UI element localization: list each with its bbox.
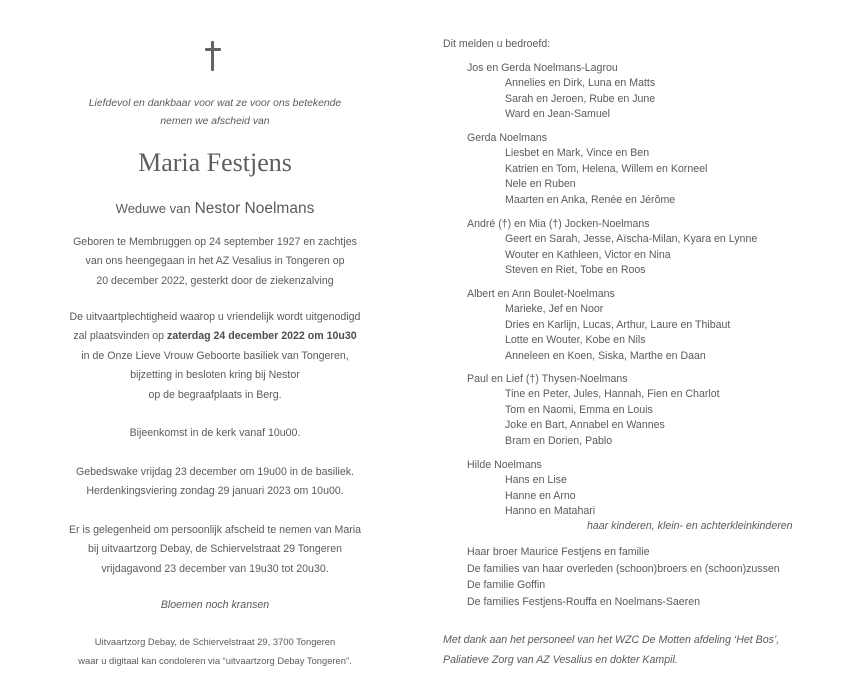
cross-icon [203,41,223,71]
spouse-name: Nestor Noelmans [194,200,315,217]
deceased-name: Maria Festjens [138,148,292,177]
group-head: André (†) en Mia (†) Jocken-Noelmans [467,218,650,230]
text-line: De families Festjens-Rouffa en Noelmans-Saeren [467,595,700,608]
member-line: Hanne en Arno [505,489,576,502]
funeral-datetime: zaterdag 24 december 2022 om 10u30 [167,330,357,343]
text-line: Uitvaartzorg Debay, de Schiervelstraat 29, 3700 Tongeren [94,636,336,647]
intro-text [40,95,390,131]
member-line: Annelies en Dirk, Luna en Matts [505,77,656,90]
member-line: Hanno en Matahari [505,505,596,518]
group-head: Gerda Noelmans [467,132,548,144]
text-line: De uitvaartplechtigheid waarop u vriendelijk wordt uitgenodigd [69,311,361,323]
text-line: Met dank aan het personeel van het WZC De Motten afdeling ‘Het Bos’, [443,634,780,646]
member-line: Wouter en Kathleen, Victor en Nina [505,248,671,261]
text-line: op de begraafplaats in Berg. [148,388,282,401]
text-line: vrijdagavond 23 december van 19u30 tot 20u30. [101,562,329,575]
gathering-text: Bijeenkomst in de kerk vanaf 10u00. [129,427,301,439]
group-head: Paul en Lief (†) Thysen-Noelmans [467,373,628,385]
member-line: Tine en Peter, Jules, Hannah, Fien en Charlot [505,388,720,401]
widow-prefix: Weduwe van [115,201,191,216]
member-line: Tom en Naomi, Emma en Louis [505,403,653,416]
member-line: Marieke, Jef en Noor [505,303,604,316]
member-line: Joke en Bart, Annabel en Wannes [505,419,665,432]
vigil-paragraph [40,463,390,502]
announcement-heading: Dit melden u bedroefd: [443,38,551,50]
footer-paragraph [40,632,390,670]
text-span: zal plaatsvinden op [73,330,168,343]
family-group [467,458,595,520]
family-group [467,287,730,364]
group-head: Hilde Noelmans [467,459,542,471]
text-line: De families van haar overleden (schoon)broers en (schoon)zussen [467,562,780,575]
text-line: Herdenkingsviering zondag 29 januari 2023 om 10u00. [86,485,344,498]
text-line: bij uitvaartzorg Debay, de Schiervelstraat 29 Tongeren [87,543,342,556]
thanks-note [443,630,779,670]
group-head: Albert en Ann Boulet-Noelmans [467,288,615,300]
text-line: Haar broer Maurice Festjens en familie [467,546,650,558]
other-relatives [467,544,780,610]
text-line: bijzetting in besloten kring bij Nestor [130,369,300,382]
text-line: Geboren te Membruggen op 24 september 1927 en zachtjes [73,236,357,248]
family-group [467,372,720,449]
text-line [40,327,390,346]
text-line: 20 december 2022, gesterkt door de ziekenzalving [96,274,334,287]
text-line: De familie Goffin [467,579,546,592]
member-line: Geert en Sarah, Jesse, Aïscha-Milan, Kyara en Lynne [505,233,758,246]
intro-line: Liefdevol en dankbaar voor wat ze voor ons betekende [88,98,342,109]
text-line: Gebedswake vrijdag 23 december om 19u00 in de basiliek. [76,466,354,478]
widow-line [40,200,390,218]
signoff-text: haar kinderen, klein- en achterkleinkinderen [587,520,793,532]
group-head: Jos en Gerda Noelmans-Lagrou [467,62,618,74]
member-line: Bram en Dorien, Pablo [505,434,613,447]
member-line: Lotte en Wouter, Kobe en Nils [505,334,646,347]
text-line: Er is gelegenheid om persoonlijk afscheid te nemen van Maria [68,524,362,536]
member-line: Ward en Jean-Samuel [505,108,611,121]
member-line: Katrien en Tom, Helena, Willem en Korneel [505,162,708,175]
family-group [467,61,655,123]
member-line: Anneleen en Koen, Siska, Marthe en Daan [505,349,706,362]
member-line: Steven en Riet, Tobe en Roos [505,264,646,277]
farewell-paragraph [40,521,390,579]
member-line: Hans en Lise [505,474,567,487]
text-line: Paliatieve Zorg van AZ Vesalius en dokter Kampil. [443,654,678,666]
text-line: in de Onze Lieve Vrouw Geboorte basiliek van Tongeren, [81,349,349,362]
flowers-note: Bloemen noch kransen [160,599,270,611]
birth-paragraph [40,233,390,291]
family-group [467,217,757,279]
member-line: Maarten en Anka, Renée en Jérôme [505,193,676,206]
member-line: Liesbet en Mark, Vince en Ben [505,147,650,160]
member-line: Sarah en Jeroen, Rube en June [505,92,656,105]
member-line: Nele en Ruben [505,178,576,191]
member-line: Dries en Karlijn, Lucas, Arthur, Laure en Thibaut [505,318,731,331]
text-line: waar u digitaal kan condoleren via “uitvaartzorg Debay Tongeren”. [78,655,352,666]
funeral-paragraph [40,308,390,405]
family-group [467,131,707,208]
intro-line: nemen we afscheid van [160,116,270,127]
text-line: van ons heengegaan in het AZ Vesalius in Tongeren op [85,255,345,268]
